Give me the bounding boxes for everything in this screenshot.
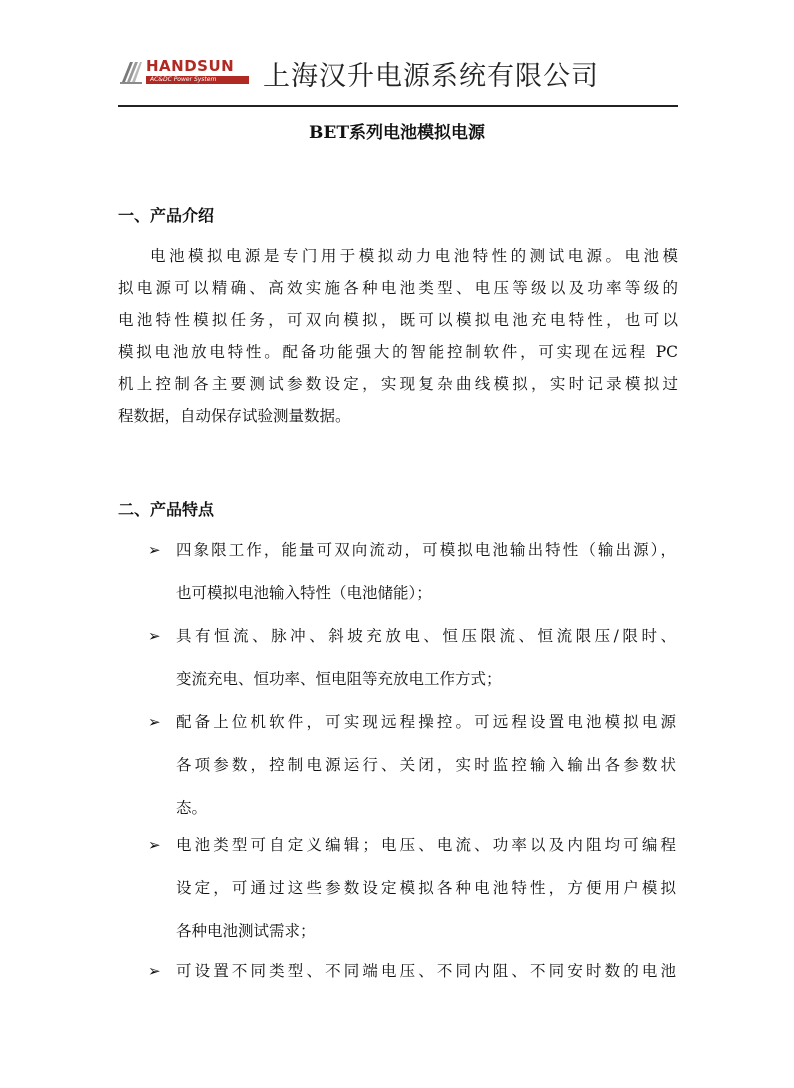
paragraph-line: 程数据，自动保存试验测量数据。 [118, 407, 351, 425]
arrow-bullet-icon: ➢ [148, 962, 161, 980]
bullet-line: 配备上位机软件，可实现远程操控。可远程设置电池模拟电源 [176, 713, 676, 731]
bullet-line: 具有恒流、脉冲、斜坡充放电、恒压限流、恒流限压/限时、 [176, 627, 676, 645]
bullet-line: 各种电池测试需求； [176, 922, 316, 940]
paragraph-line: 拟电源可以精确、高效实施各种电池类型、电压等级以及功率等级的 [118, 279, 678, 297]
company-logo [120, 58, 260, 88]
paragraph-line: 模拟电池放电特性。配备功能强大的智能控制软件，可实现在远程 PC [118, 343, 678, 361]
bullet-line: 设定，可通过这些参数设定模拟各种电池特性，方便用户模拟 [176, 879, 676, 897]
arrow-bullet-icon: ➢ [148, 836, 161, 854]
header-divider [118, 105, 678, 107]
page-header [118, 52, 678, 104]
company-name: 上海汉升电源系统有限公司 [263, 61, 599, 92]
paragraph-line: 电池模拟电源是专门用于模拟动力电池特性的测试电源。电池模 [150, 247, 678, 265]
logo-mark-icon [120, 58, 142, 84]
intro-paragraph [118, 240, 678, 432]
bullet-line: 电池类型可自定义编辑；电压、电流、功率以及内阻均可编程 [176, 836, 676, 854]
arrow-bullet-icon: ➢ [148, 713, 161, 731]
bullet-line: 各项参数，控制电源运行、关闭，实时监控输入输出各参数状 [176, 756, 676, 774]
paragraph-line: 电池特性模拟任务，可双向模拟，既可以模拟电池充电特性，也可以 [118, 311, 678, 329]
bullet-line: 也可模拟电池输入特性（电池储能）； [176, 584, 432, 602]
document-title: BET系列电池模拟电源 [309, 123, 485, 143]
logo-name: HANDSUN [146, 57, 235, 75]
bullet-line: 变流充电、恒功率、恒电阻等充放电工作方式； [176, 670, 502, 688]
section-heading-features: 二、产品特点 [118, 500, 215, 519]
arrow-bullet-icon: ➢ [148, 627, 161, 645]
bullet-line: 四象限工作，能量可双向流动，可模拟电池输出特性（输出源）， [176, 541, 676, 559]
section-heading-intro: 一、产品介绍 [118, 206, 215, 225]
paragraph-line: 机上控制各主要测试参数设定，实现复杂曲线模拟，实时记录模拟过 [118, 375, 678, 393]
bullet-line: 可设置不同类型、不同端电压、不同内阻、不同安时数的电池 [176, 962, 676, 980]
arrow-bullet-icon: ➢ [148, 541, 161, 559]
logo-tagline: AC&DC Power System [150, 76, 217, 83]
bullet-line: 态。 [176, 799, 208, 817]
